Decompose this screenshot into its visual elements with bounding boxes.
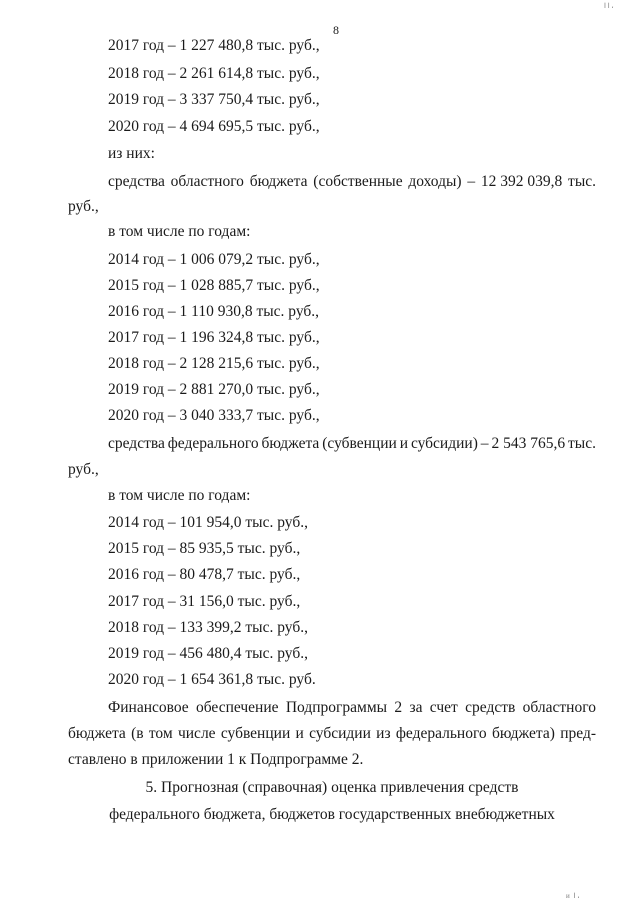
- word: субсидии: [309, 725, 371, 742]
- word: Финансовое: [108, 699, 189, 716]
- word: счет: [429, 699, 458, 716]
- scan-artifact-bottom: и ا ،: [566, 892, 580, 900]
- word: бюджета): [491, 725, 555, 742]
- scan-artifact-top: ا ا ،: [604, 2, 614, 10]
- word: из: [376, 725, 391, 742]
- word: том: [148, 725, 173, 742]
- word: бюджета: [68, 725, 126, 742]
- word: пред-: [560, 725, 596, 742]
- word: областного: [170, 173, 244, 190]
- word: средства: [108, 173, 165, 190]
- word: и: [399, 435, 409, 452]
- regional-year-line: 2015 год – 1 028 885,7 тыс. руб.,: [108, 277, 320, 294]
- by-years-label: в том числе по годам:: [108, 223, 251, 240]
- word: и: [295, 725, 304, 742]
- federal-year-line: 2019 год – 456 480,4 тыс. руб.,: [108, 645, 308, 662]
- word: числе: [177, 725, 216, 742]
- word: 2: [394, 699, 403, 716]
- word: средств: [465, 699, 516, 716]
- word: бюджета: [249, 173, 308, 190]
- by-years-label: в том числе по годам:: [108, 487, 251, 504]
- federal-year-line: 2017 год – 31 156,0 тыс. руб.,: [108, 593, 301, 610]
- regional-year-line: 2020 год – 3 040 333,7 тыс. руб.,: [108, 407, 320, 424]
- word: субсидии): [410, 435, 478, 452]
- regional-year-line: 2018 год – 2 128 215,6 тыс. руб.,: [108, 355, 320, 372]
- word: средства: [108, 435, 165, 452]
- regional-year-line: 2019 год – 2 881 270,0 тыс. руб.,: [108, 381, 320, 398]
- regional-budget-line: [108, 173, 596, 191]
- word: бюджета: [261, 435, 320, 452]
- word: субвенции: [220, 725, 291, 742]
- word: Подпрограммы: [285, 699, 388, 716]
- section-heading-line: 5. Прогнозная (справочная) оценка привлечения средств: [145, 779, 519, 796]
- section-heading-line: федерального бюджета, бюджетов государственных внебюджетных: [109, 806, 555, 823]
- regional-year-line: 2017 год – 1 196 324,8 тыс. руб.,: [108, 329, 320, 346]
- word: федерального: [395, 725, 487, 742]
- financing-paragraph-line: [108, 699, 596, 717]
- word: тыс.: [568, 435, 596, 452]
- word: тыс.: [568, 173, 596, 190]
- page-number: 8: [333, 23, 339, 37]
- word: 2 543 765,6: [491, 435, 566, 452]
- word: обеспечение: [196, 699, 279, 716]
- federal-year-line: 2015 год – 85 935,5 тыс. руб.,: [108, 540, 301, 557]
- federal-year-line: 2014 год – 101 954,0 тыс. руб.,: [108, 514, 308, 531]
- regional-year-line: 2014 год – 1 006 079,2 тыс. руб.,: [108, 251, 320, 268]
- federal-budget-line-end: руб.,: [68, 461, 99, 478]
- funding-year-line: 2017 год – 1 227 480,8 тыс. руб.,: [108, 37, 320, 54]
- word: областного: [522, 699, 596, 716]
- financing-paragraph-line: ставлено в приложении 1 к Подпрограмме 2.: [68, 751, 364, 768]
- word: за: [409, 699, 423, 716]
- federal-year-line: 2016 год – 80 478,7 тыс. руб.,: [108, 566, 301, 583]
- federal-year-line: 2020 год – 1 654 361,8 тыс. руб.: [108, 671, 316, 688]
- word: (собственные: [313, 173, 403, 190]
- word: (в: [131, 725, 144, 742]
- federal-budget-line: [108, 435, 596, 453]
- funding-year-line: 2018 год – 2 261 614,8 тыс. руб.,: [108, 65, 320, 82]
- word: федерального: [167, 435, 259, 452]
- funding-year-line: 2019 год – 3 337 750,4 тыс. руб.,: [108, 91, 320, 108]
- funding-year-line: 2020 год – 4 694 695,5 тыс. руб.,: [108, 118, 320, 135]
- word: 12 392 039,8: [480, 173, 563, 190]
- word: доходы): [408, 173, 462, 190]
- of-which-label: из них:: [108, 145, 155, 162]
- word: –: [467, 173, 476, 190]
- word: (субвенции: [322, 435, 397, 452]
- word: –: [480, 435, 489, 452]
- regional-year-line: 2016 год – 1 110 930,8 тыс. руб.,: [108, 303, 320, 320]
- regional-budget-line-end: руб.,: [68, 198, 99, 215]
- federal-year-line: 2018 год – 133 399,2 тыс. руб.,: [108, 619, 308, 636]
- financing-paragraph-line: [68, 725, 596, 743]
